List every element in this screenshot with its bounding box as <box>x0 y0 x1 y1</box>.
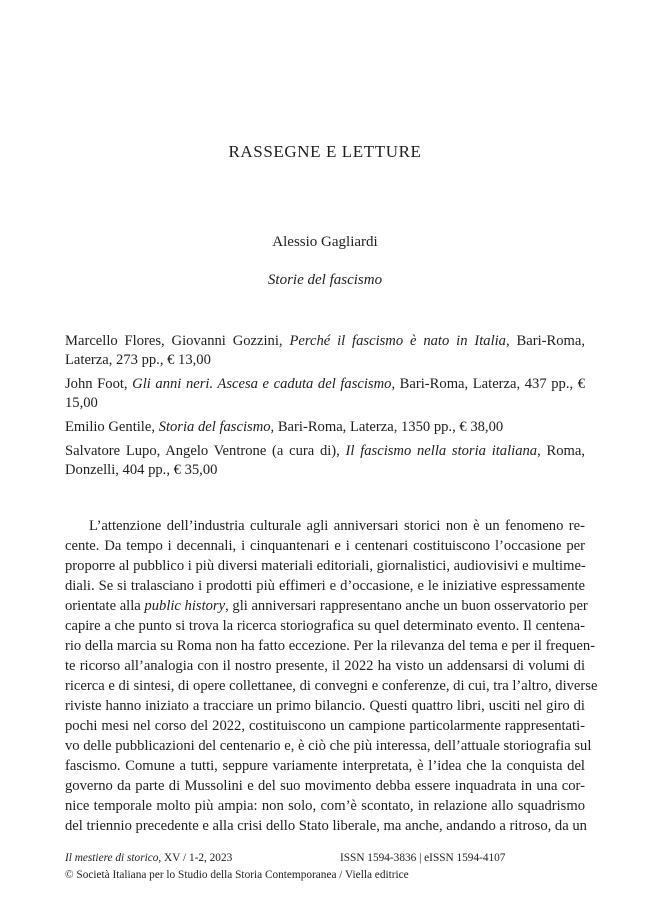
footer-journal <box>65 851 232 866</box>
entry-title: Storia del fascismo <box>158 419 271 435</box>
body-line: del triennio precedente e alla crisi dello Stato liberale, ma anche, andando a ritroso, da un <box>65 818 587 834</box>
body-text: , gli anniversari rappresentano anche un buon osservatorio per <box>225 598 588 614</box>
entry-title: Gli anni neri. Ascesa e caduta del fascismo <box>132 376 392 392</box>
body-line: rio della marcia su Roma non ha fatto eccezione. Per la rilevanza del tema e per il frequen- <box>65 638 595 654</box>
entry-authors: Salvatore Lupo, Angelo Ventrone (a cura di), <box>65 443 346 459</box>
entry-title: Perché il fascismo è nato in Italia <box>289 333 506 349</box>
section-heading: RASSEGNE E LETTURE <box>228 142 422 161</box>
entry-title: Il fascismo nella storia italiana <box>345 443 538 459</box>
entry-authors: John Foot, <box>65 376 133 392</box>
body-line: proporre al pubblico i più diversi materiali editoriali, giornalistici, audiovisivi e multime- <box>65 558 586 574</box>
body-text: orientate alla <box>65 598 145 614</box>
body-line: L’attenzione dell’industria culturale agli anniversari storici non è un fenomeno re- <box>89 518 585 534</box>
article-author: Alessio Gagliardi <box>272 234 378 250</box>
article-title: Storie del fascismo <box>267 272 383 288</box>
body-line: diali. Se si tralasciano i prodotti più effimeri e d’occasione, e le iniziative espressamente <box>65 578 585 594</box>
body-line: te ricorso all’analogia con il nostro presente, il 2022 ha visto un addensarsi di volumi di <box>65 658 585 674</box>
footer-issn: ISSN 1594-3836 | eISSN 1594-4107 <box>340 852 506 864</box>
journal-name: Il mestiere di storico <box>65 852 159 864</box>
body-line: governo da parte di Mussolini e del suo movimento debba essere inquadrata in una cor- <box>65 778 585 794</box>
footer-copyright: © Società Italiana per lo Studio della Storia Contemporanea / Viella editrice <box>65 869 409 881</box>
body-line: vo delle pubblicazioni del centenario e, è ciò che più interessa, dell’attuale storiografia sul <box>65 738 592 754</box>
body-line: pochi mesi nel corso del 2022, costituiscono un campione particolarmente rappresentati- <box>65 718 585 734</box>
body-line: nice temporale molto più ampia: non solo, com’è scontato, in relazione allo squadrismo <box>65 798 585 814</box>
body-line: ricerca e di sintesi, di opere collettanee, di convegni e conferenze, di cui, tra l’altro, diverse <box>65 678 598 694</box>
body-emphasis: public history <box>144 598 226 614</box>
bibliography-entry <box>65 375 585 413</box>
entry-authors: Emilio Gentile, <box>65 419 159 435</box>
entry-publication: , Bari-Roma, Laterza, 437 pp., € 15,00 <box>65 376 586 411</box>
bibliography-entry <box>65 442 585 480</box>
bibliography-entry <box>65 332 585 370</box>
bibliography-entry <box>65 418 585 437</box>
entry-publication: , Bari-Roma, Laterza, 1350 pp., € 38,00 <box>270 419 504 435</box>
body-line <box>65 597 588 616</box>
entry-publication: , Bari-Roma, Laterza, 273 pp., € 13,00 <box>65 333 585 368</box>
body-line: riviste hanno iniziato a tracciare un primo bilancio. Questi quattro libri, usciti nel giro di <box>65 698 585 714</box>
journal-issue: , XV / 1-2, 2023 <box>158 852 233 864</box>
entry-publication: , Roma, Donzelli, 404 pp., € 35,00 <box>65 443 585 478</box>
body-line: fascismo. Comune a tutti, seppure variamente interpretata, è l’idea che la conquista del <box>65 758 585 774</box>
entry-authors: Marcello Flores, Giovanni Gozzini, <box>65 333 290 349</box>
body-line: cente. Da tempo i decennali, i cinquantenari e i centenari costituiscono l’occasione per <box>65 538 585 554</box>
body-line: capire a che punto si trova la ricerca storiografica su quel determinato evento. Il centena- <box>65 618 585 634</box>
